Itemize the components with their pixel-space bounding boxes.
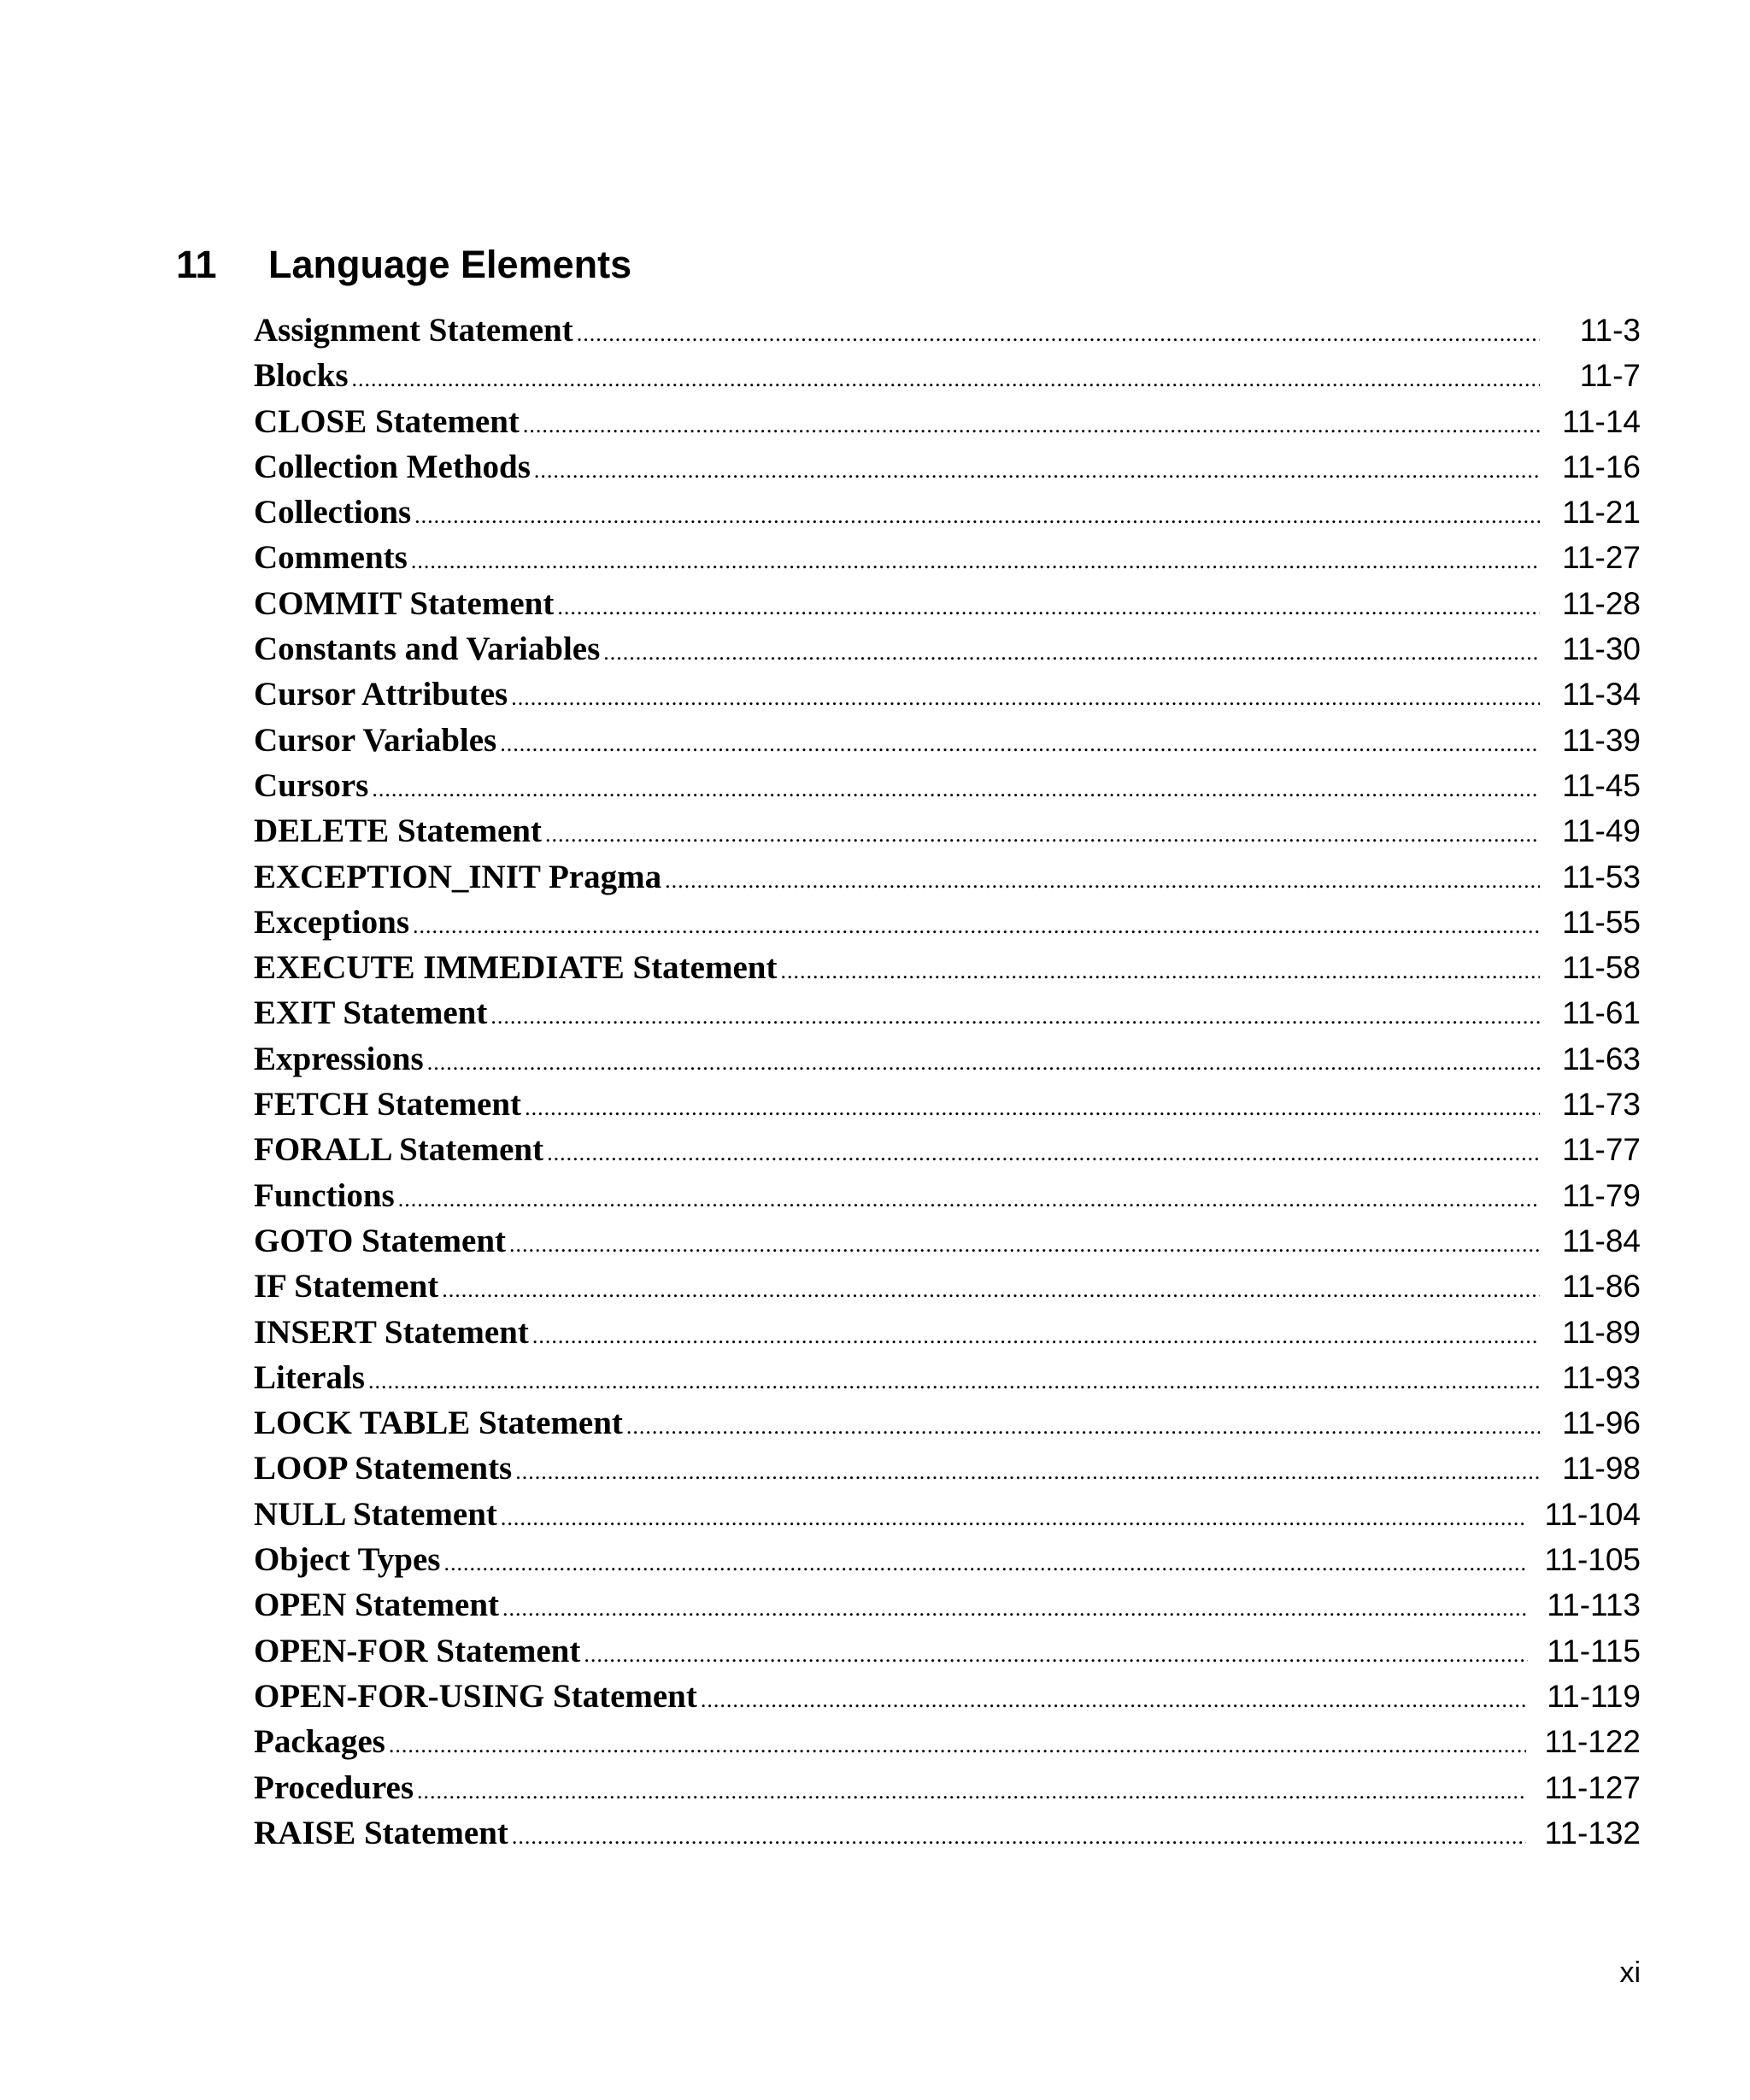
toc-entry-page: 11-16: [1562, 449, 1641, 484]
toc-entry[interactable]: [254, 1173, 1641, 1218]
toc-entry[interactable]: [254, 490, 1641, 535]
toc-entry-title: OPEN Statement: [254, 1587, 500, 1624]
toc-entry-title: Object Types: [254, 1541, 441, 1579]
toc-entry[interactable]: [254, 1628, 1641, 1674]
dot-leader: [523, 402, 1540, 444]
toc-entry[interactable]: [254, 718, 1641, 763]
toc-entry-page: 11-73: [1562, 1087, 1641, 1123]
toc-entry-title: RAISE Statement: [254, 1814, 508, 1851]
chapter-number: 11: [176, 243, 217, 286]
toc-entry-title: Procedures: [254, 1769, 414, 1806]
toc-entry-page: 11-3: [1579, 313, 1641, 348]
toc-entry-page: 11-84: [1562, 1223, 1641, 1258]
toc-entry-title: CLOSE Statement: [254, 402, 520, 440]
dot-leader: [413, 903, 1540, 945]
chapter-heading: [176, 238, 631, 292]
toc-entry[interactable]: [254, 626, 1641, 672]
dot-leader: [547, 1130, 1540, 1172]
toc-entry-page: 11-63: [1562, 1041, 1641, 1076]
toc-entry-page: 11-115: [1547, 1633, 1641, 1669]
toc-entry-title: OPEN-FOR-USING Statement: [254, 1677, 697, 1715]
dot-leader: [411, 538, 1540, 580]
toc-entry[interactable]: [254, 1537, 1641, 1582]
toc-entry-title: GOTO Statement: [254, 1222, 507, 1259]
dot-leader: [557, 584, 1540, 626]
toc-entry-page: 11-93: [1562, 1359, 1641, 1395]
toc-entry[interactable]: [254, 945, 1641, 990]
toc-entry-title: Cursor Variables: [254, 721, 497, 759]
toc-entry[interactable]: [254, 1719, 1641, 1764]
toc-entry-page: 11-21: [1562, 495, 1641, 531]
toc-entry[interactable]: [254, 1127, 1641, 1172]
dot-leader: [515, 1449, 1540, 1491]
toc-entry[interactable]: [254, 1810, 1641, 1856]
toc-entry-page: 11-119: [1547, 1678, 1641, 1714]
dot-leader: [442, 1267, 1540, 1309]
dot-leader: [780, 948, 1540, 990]
dot-leader: [509, 1222, 1540, 1264]
toc-entry-page: 11-55: [1562, 904, 1641, 940]
toc-entry-page: 11-105: [1544, 1542, 1641, 1578]
dot-leader: [626, 1404, 1540, 1446]
toc-entry-title: Literals: [254, 1358, 365, 1396]
toc-entry-title: Collection Methods: [254, 448, 531, 485]
toc-entry-title: FORALL Statement: [254, 1131, 544, 1169]
toc-entry-page: 11-39: [1562, 722, 1641, 758]
toc-entry-page: 11-89: [1562, 1314, 1641, 1350]
dot-leader: [352, 356, 1540, 398]
toc-entry-title: EXIT Statement: [254, 994, 488, 1032]
toc-entry-title: Cursors: [254, 766, 369, 804]
dot-leader: [534, 448, 1540, 490]
toc-entry-page: 11-98: [1562, 1451, 1641, 1487]
toc-entry[interactable]: [254, 353, 1641, 398]
toc-entry-title: DELETE Statement: [254, 812, 542, 850]
toc-entry[interactable]: [254, 1674, 1641, 1719]
dot-leader: [545, 812, 1540, 853]
toc-entry[interactable]: [254, 581, 1641, 626]
toc-entry[interactable]: [254, 444, 1641, 490]
toc-entry[interactable]: [254, 1082, 1641, 1127]
toc-list: [254, 308, 1641, 1856]
toc-entry-title: COMMIT Statement: [254, 584, 555, 622]
dot-leader: [584, 1632, 1528, 1674]
toc-entry-page: 11-28: [1562, 585, 1641, 621]
toc-entry-title: OPEN-FOR Statement: [254, 1632, 581, 1669]
dot-leader: [701, 1677, 1528, 1719]
dot-leader: [512, 1814, 1526, 1856]
toc-entry-page: 11-14: [1562, 403, 1641, 439]
dot-leader: [443, 1540, 1525, 1582]
dot-leader: [502, 1586, 1528, 1628]
toc-entry[interactable]: [254, 308, 1641, 353]
toc-entry[interactable]: [254, 763, 1641, 808]
toc-entry[interactable]: [254, 1765, 1641, 1810]
toc-entry-page: 11-127: [1544, 1769, 1641, 1805]
toc-entry-page: 11-30: [1562, 631, 1641, 667]
toc-entry-page: 11-96: [1562, 1405, 1641, 1441]
dot-leader: [389, 1722, 1526, 1764]
toc-entry-title: IF Statement: [254, 1268, 439, 1305]
dot-leader: [501, 1495, 1526, 1537]
toc-entry[interactable]: [254, 990, 1641, 1035]
toc-entry-title: Expressions: [254, 1040, 424, 1077]
dot-leader: [603, 630, 1540, 672]
toc-entry-page: 11-113: [1547, 1587, 1641, 1623]
toc-entry-title: Constants and Variables: [254, 631, 601, 668]
dot-leader: [490, 994, 1540, 1035]
toc-entry-page: 11-34: [1562, 677, 1641, 713]
toc-entry-title: Functions: [254, 1176, 395, 1214]
dot-leader: [417, 1769, 1526, 1810]
toc-entry-title: FETCH Statement: [254, 1086, 522, 1123]
dot-leader: [532, 1313, 1540, 1355]
toc-entry[interactable]: [254, 854, 1641, 900]
toc-entry-page: 11-45: [1562, 767, 1641, 803]
dot-leader: [665, 858, 1540, 900]
toc-entry[interactable]: [254, 1492, 1641, 1537]
dot-leader: [368, 1358, 1540, 1400]
toc-entry[interactable]: [254, 1036, 1641, 1082]
dot-leader: [414, 493, 1540, 535]
chapter-title: Language Elements: [268, 243, 632, 286]
toc-entry[interactable]: [254, 1310, 1641, 1355]
dot-leader: [372, 766, 1540, 808]
dot-leader: [577, 311, 1540, 353]
toc-entry-page: 11-86: [1562, 1269, 1641, 1305]
toc-entry-page: 11-132: [1544, 1815, 1641, 1851]
toc-entry[interactable]: [254, 1264, 1641, 1309]
toc-entry-page: 11-58: [1562, 950, 1641, 986]
dot-leader: [525, 1085, 1540, 1127]
dot-leader: [427, 1040, 1540, 1082]
toc-entry-title: EXCEPTION_INIT Pragma: [254, 858, 662, 895]
toc-entry[interactable]: [254, 1355, 1641, 1400]
toc-entry-title: EXECUTE IMMEDIATE Statement: [254, 949, 778, 987]
toc-entry-page: 11-49: [1562, 813, 1641, 849]
toc-entry-title: LOCK TABLE Statement: [254, 1405, 623, 1442]
toc-entry[interactable]: [254, 672, 1641, 717]
toc-entry[interactable]: [254, 808, 1641, 853]
toc-entry[interactable]: [254, 1582, 1641, 1628]
toc-entry-title: Packages: [254, 1723, 385, 1761]
toc-entry-title: Exceptions: [254, 903, 410, 941]
toc-entry[interactable]: [254, 535, 1641, 580]
page-number: xi: [1619, 1956, 1641, 1989]
toc-entry-title: Collections: [254, 494, 412, 531]
toc-entry-page: 11-79: [1562, 1177, 1641, 1213]
toc-entry[interactable]: [254, 1218, 1641, 1264]
toc-entry-page: 11-53: [1562, 859, 1641, 895]
toc-entry-page: 11-61: [1562, 995, 1641, 1031]
toc-entry-page: 11-77: [1562, 1132, 1641, 1168]
toc-entry-title: Comments: [254, 539, 408, 577]
toc-entry-title: NULL Statement: [254, 1495, 497, 1533]
toc-entry[interactable]: [254, 1446, 1641, 1491]
toc-entry-page: 11-104: [1544, 1496, 1641, 1532]
toc-entry-title: LOOP Statements: [254, 1450, 513, 1487]
toc-entry-title: INSERT Statement: [254, 1313, 529, 1351]
toc-entry-page: 11-122: [1544, 1724, 1641, 1760]
toc-entry-page: 11-7: [1579, 358, 1641, 394]
toc-entry[interactable]: [254, 399, 1641, 444]
dot-leader: [500, 721, 1540, 763]
dot-leader: [511, 675, 1540, 717]
toc-entry-title: Blocks: [254, 357, 349, 395]
toc-entry[interactable]: [254, 1400, 1641, 1446]
dot-leader: [398, 1176, 1540, 1218]
toc-entry-title: Cursor Attributes: [254, 676, 508, 713]
toc-entry-title: Assignment Statement: [254, 312, 573, 349]
toc-entry-page: 11-27: [1562, 540, 1641, 576]
toc-entry[interactable]: [254, 900, 1641, 945]
